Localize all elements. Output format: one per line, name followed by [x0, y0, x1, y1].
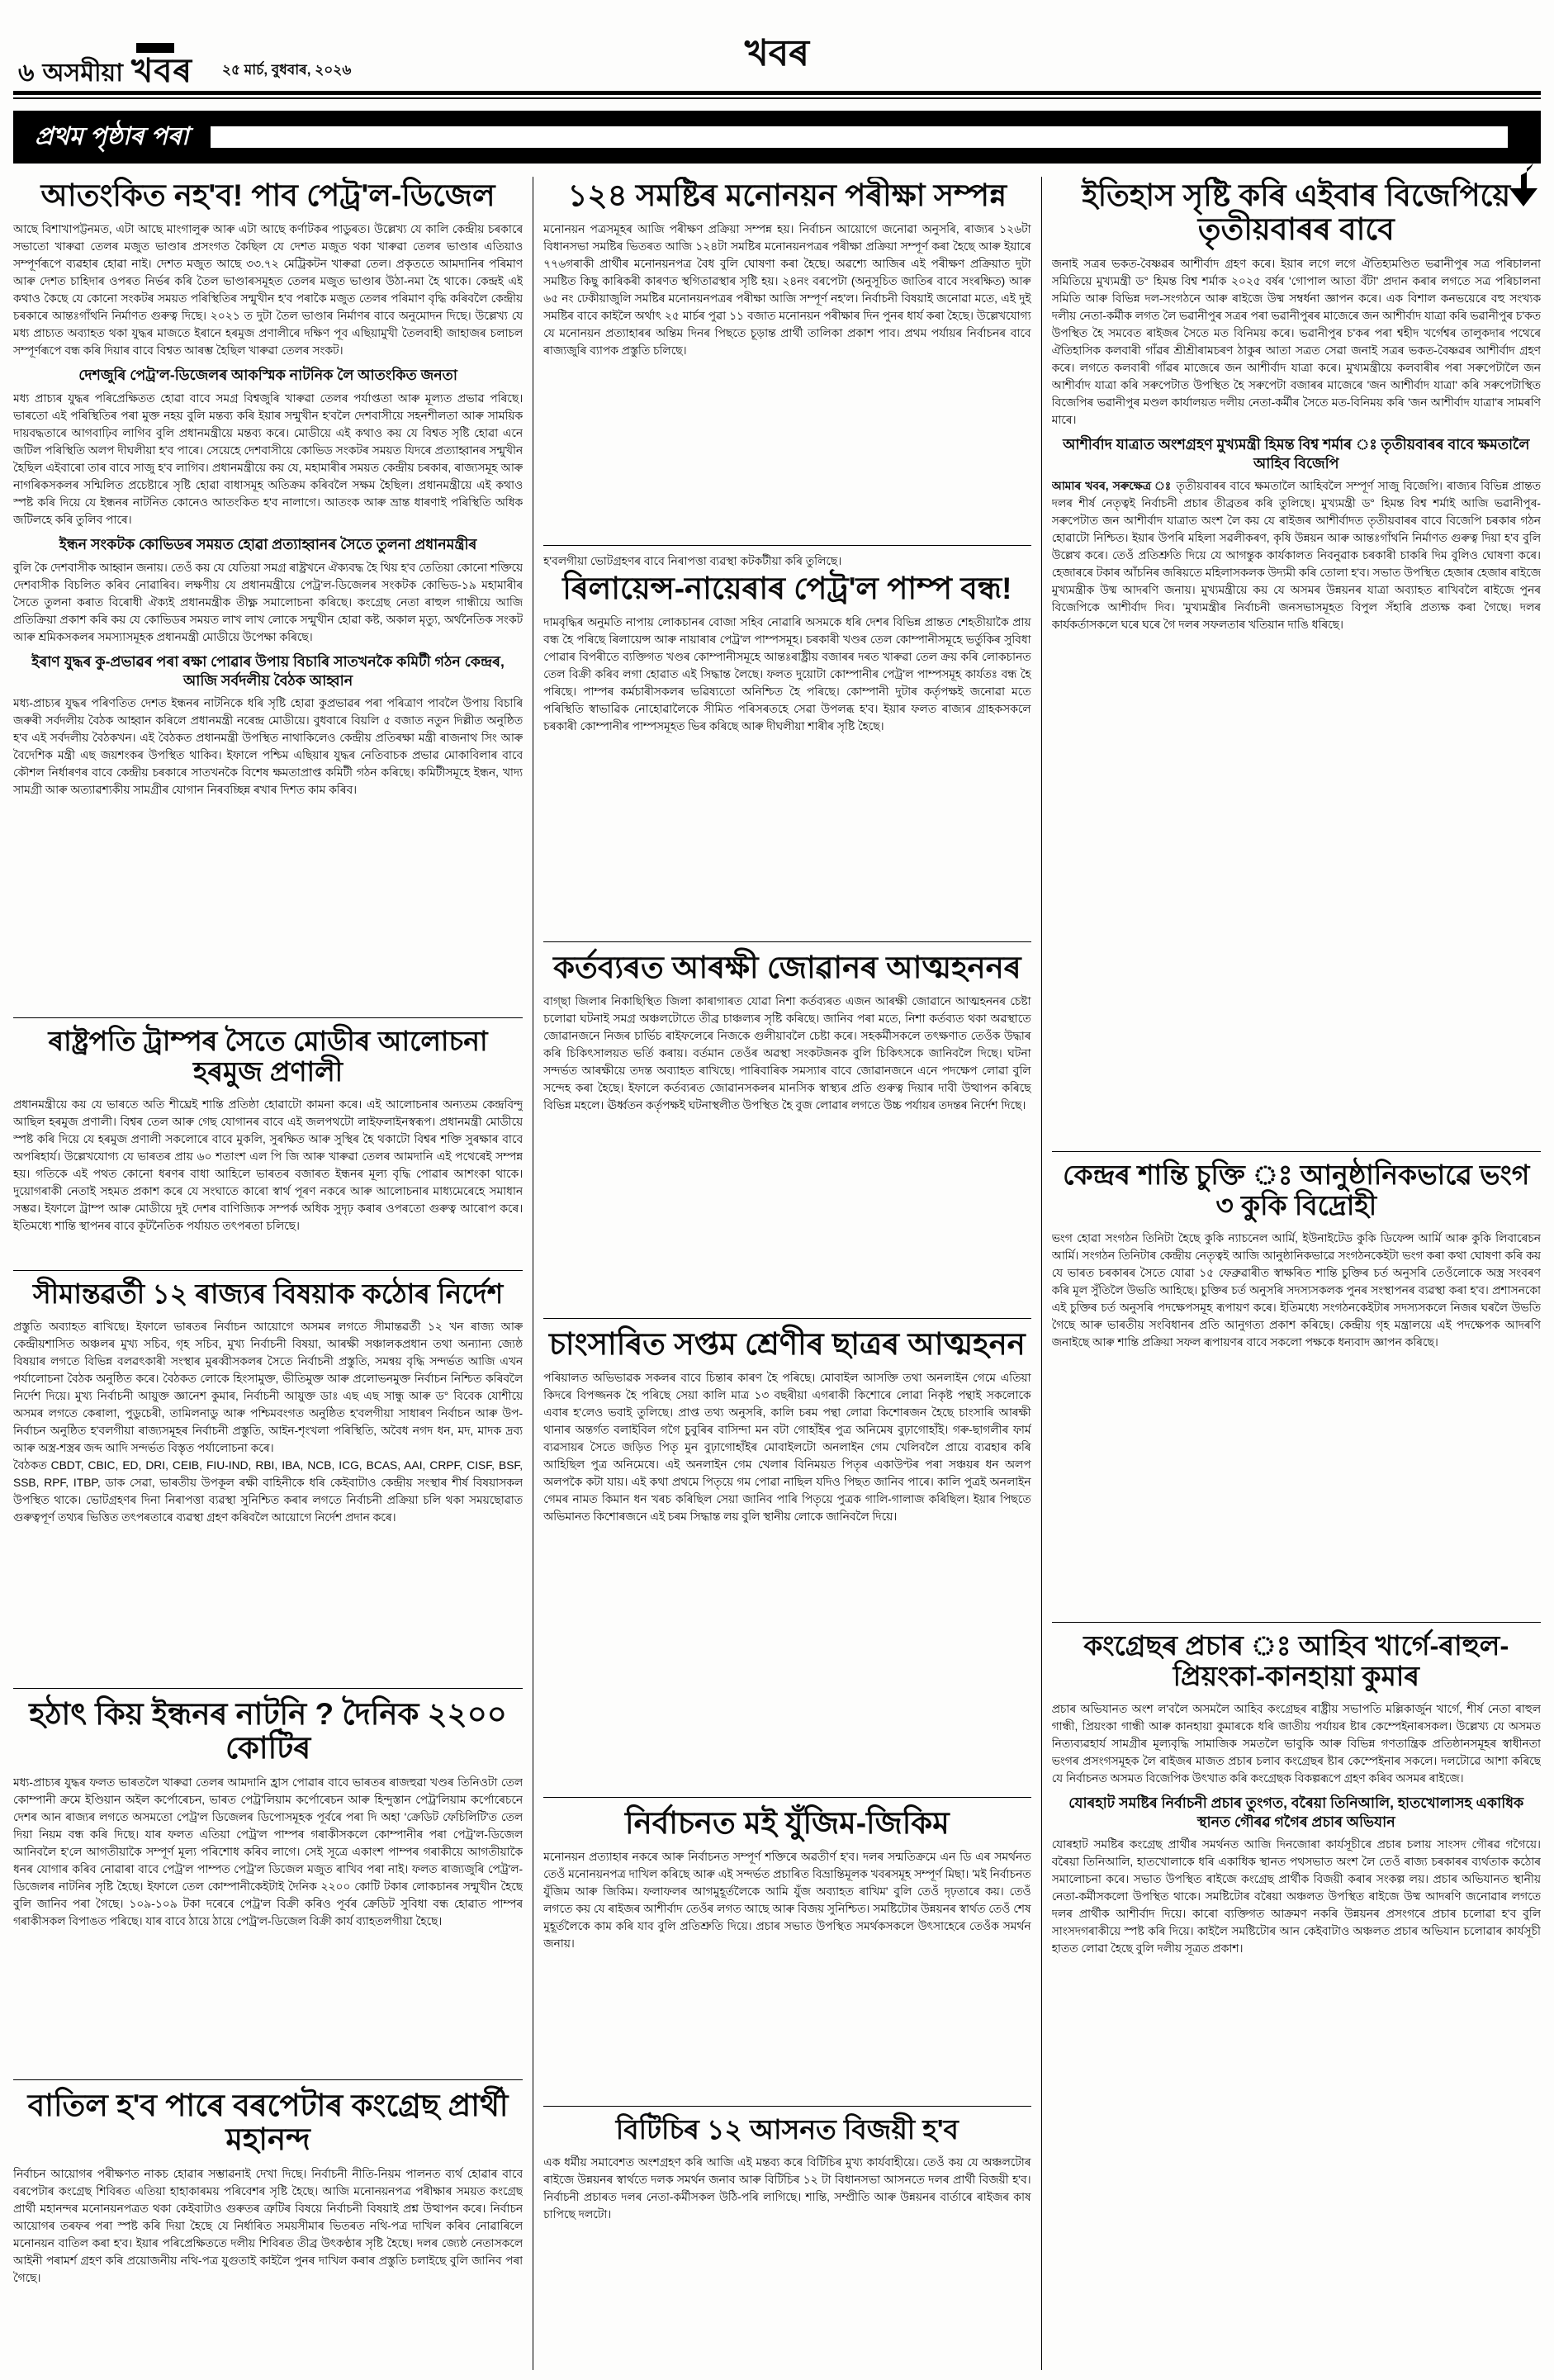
- article-police-jawan: [543, 941, 1030, 1313]
- article-changsari-student: [543, 1318, 1030, 1792]
- article-body: দামবৃদ্ধিৰ অনুমতি নাপায় লোকচানৰ বোজা সহিব নোৱাৰি অসমকে ধৰি দেশৰ বিভিন্ন প্ৰান্তত শেহতীয়াকৈ প্ৰায় বন্ধ হৈ পৰিছে ৰিলায়েন্স আৰু নায়াৰাৰ পেট্ৰ'ল পাম্পসমূহ। চৰকাৰী খণ্ডৰ তেল কোম্পানীসমূহে ভৰ্তুকিৰ সুবিধা পোৱাৰ বিপৰীতে ব্যক্তিগত খণ্ডৰ কোম্পানীসমূহে আন্তঃৰাষ্ট্ৰীয় বজাৰৰ দৰত খাৰুৱা তেল ক্ৰয় কৰি লোকচানত তেল বিক্ৰী কৰিব লগা হোৱাত এই সিদ্ধান্ত লৈছে। ফলত দুয়োটা কোম্পানীৰ পেট্ৰ'ল পাম্পসমূহ কাৰ্যতঃ বন্ধ হৈ পৰিছে। পাম্পৰ কৰ্মচাৰীসকলৰ ভৱিষ্যতো অনিশ্চিত হৈ পৰিছে। কোম্পানী দুটাৰ কৰ্তৃপক্ষই জনোৱা মতে পৰিস্থিতি স্বাভাৱিক নোহোৱালৈকে সীমিত পৰিসৰতহে সেৱা উপলব্ধ হ'ব। ইয়াৰ ফলত ৰাজ্যৰ গ্ৰাহকসকলে চৰকাৰী কোম্পানীৰ পাম্পসমূহত ভিৰ কৰিছে আৰু দীঘলীয়া শাৰীৰ সৃষ্টি হৈছে।: [543, 616, 1031, 733]
- article-subhead: ইন্ধন সংকটক কোভিডৰ সময়ত হোৱা প্ৰত্যাহ্বানৰ সৈতে তুলনা প্ৰধানমন্ত্ৰীৰ: [59, 536, 477, 553]
- article-body: পৰিয়ালত অভিভাৱক সকলৰ বাবে চিন্তাৰ কাৰণ হৈ পৰিছে। মোবাইল আসক্তি তথা অনলাইন গেমে এতিয়া কিদৰে বিপজ্জনক হৈ পৰিছে সেয়া কালি মাত্ৰ ১৩ বছৰীয়া এগৰাকী কিশোৰে লোৱা নিকৃষ্ট পন্থাই সকলোকে এবাৰ হ'লেও ভবাই তুলিছে। প্ৰাপ্ত তথ্য অনুসৰি, কালি চৰম পন্থা লোৱা কিশোৰজন হৈছে চাংসাৰি আৰক্ষী থানাৰ অন্তৰ্গত বলাইবিল গগৈ চুবুৰিৰ বাসিন্দা মন বটা গোহাঁইৰ পুত্ৰ অনিমেষ বুঢ়াগোহাঁই। গৰু-ছাগলীৰ ফাৰ্ম ব্যৱসায়ৰ সৈতে জড়িত পিতৃ মুন বুঢ়াগোহাঁইৰ মোবাইলটো অনলাইন গেম খেলিবলৈ প্ৰায়ে ব্যৱহাৰ কৰি আহিছিল পুত্ৰ অনিমেষে। এই অনলাইন গেম খেলাৰ বিনিময়ত পিতৃৰ একাউণ্টৰ পৰা সঞ্চয়ৰ ধন অলপ অলপকৈ কটা যায়। এই কথা প্ৰথমে পিতৃয়ে গম পোৱা নাছিল যদিও পিছত জানিব পাৰে। কালি পুত্ৰই অনলাইন গেমৰ নামত কিমান ধন খৰচ কৰিছিল সেয়া জানিব পাৰি পিতৃয়ে পুত্ৰক গালি-গালাজ কৰিছিল। ইয়াৰ পিছতে অভিমানত কিশোৰজনে এই চৰম সিদ্ধান্ত লয় বুলি স্থানীয় লোকে জানিবলৈ দিয়ে।: [543, 1372, 1031, 1524]
- article-reliance-nayara: [543, 545, 1030, 936]
- article-headline: চাংসাৰিত সপ্তম শ্ৰেণীৰ ছাত্ৰৰ আত্মহনন: [548, 1327, 1026, 1361]
- article-body: প্ৰচাৰ অভিযানত অংশ ল'বলৈ অসমলৈ আহিব কংগ্ৰেছৰ ৰাষ্ট্ৰীয় সভাপতি মল্লিকাৰ্জুন খাৰ্গে, শীৰ্ষ নেতা ৰাহুল গান্ধী, প্ৰিয়ংকা গান্ধী আৰু কানহায়া কুমাৰকে ধৰি জাতীয় পৰ্যায়ৰ ষ্টাৰ কেম্পেইনাৰসকল। উল্লেখ্য যে অসমত নিত্যব্যৱহাৰ্য সামগ্ৰীৰ মূল্যবৃদ্ধি সামাজিক সমতলৈ ভাবুকি আৰু বিভিন্ন গণতান্ত্ৰিক প্ৰতিষ্ঠানসমূহৰ স্বাধীনতা ভংগৰ প্ৰসংগসমূহক লৈ ৰাইজৰ মাজত প্ৰচাৰ চলাব কংগ্ৰেছৰ ষ্টাৰ কেম্পেইনাৰ সকলে। দলটোৱে আশা কৰিছে যে নিৰ্বাচনত অসমত বিজেপিক উৎখাত কৰি কংগ্ৰেছক বিকল্পৰূপে গ্ৰহণ কৰিব অসমৰ ৰাইজে।: [1051, 1702, 1541, 1785]
- article-congress-campaign: [1052, 1622, 1541, 2352]
- curl-arrow-icon: [1504, 117, 1542, 212]
- paper-name: অসমীয়া: [42, 59, 123, 87]
- section-ribbon-label: প্ৰথম পৃষ্ঠাৰ পৰা: [35, 122, 189, 150]
- article-headline: আতংকিত নহ'ব! পাব পেট্ৰ'ল-ডিজেল: [40, 178, 495, 212]
- article-trump-modi: [13, 1017, 523, 1265]
- article-body: প্ৰধানমন্ত্ৰীয়ে কয় যে ভাৰতে অতি শীঘ্ৰেই শান্তি প্ৰতিষ্ঠা হোৱাটো কামনা কৰে। এই আলোচনাৰ অন্যতম কেন্দ্ৰবিন্দু আছিল হৰমুজ প্ৰণালী। বিশ্বৰ তেল আৰু গেছ যোগানৰ বাবে এই জলপথটো লাইফলাইনস্বৰূপ। প্ৰধানমন্ত্ৰী মোডীয়ে স্পষ্ট কৰি দিয়ে যে হৰমুজ প্ৰণালী সকলোৰে বাবে মুকলি, সুৰক্ষিত আৰু সুস্থিৰ হৈ থকাটো বিশ্বৰ শক্তি সুৰক্ষাৰ বাবে অপৰিহাৰ্য। উল্লেখযোগ্য যে ভাৰতৰ প্ৰায় ৬০ শতাংশ এল পি জি আৰু খাৰুৱা তেলৰ আমদানি এই পথেৰেই সম্পন্ন হয়। গতিকে এই পথত কোনো ধৰণৰ বাধা আহিলে ভাৰতৰ বজাৰত ইন্ধনৰ মূল্য বৃদ্ধি পোৱাৰ আশংকা থাকে। দুয়োগৰাকী নেতাই সহমত প্ৰকাশ কৰে যে সংঘাতে কাৰো স্বাৰ্থ পূৰণ নকৰে আৰু আলোচনাৰ মাধ্যমেৰেহে সমাধান সম্ভৱ। ইফালে ট্ৰাম্প আৰু মোডীয়ে দুই দেশৰ বাণিজ্যিক সম্পৰ্ক অধিক সুদৃঢ় কৰাৰ ওপৰতো গুৰুত্ব আৰোপ কৰে। ইতিমধ্যে শান্তি স্থাপনৰ বাবে কূটনৈতিক পৰ্যায়ত তৎপৰতা চলিছে।: [13, 1098, 524, 1232]
- article-headline: ইতিহাস সৃষ্টি কৰি এইবাৰ বিজেপিয়ে তৃতীয়বাৰৰ বাবে: [1082, 178, 1511, 247]
- article-subhead: ইৰাণ যুদ্ধৰ কু-প্ৰভাৱৰ পৰা ৰক্ষা পোৱাৰ উপায় বিচাৰি সাতখনকৈ কমিটী গঠন কেন্দ্ৰৰ, আজি সৰ্বদলীয় বৈঠক আহ্বান: [31, 652, 505, 689]
- article-body: প্ৰস্তুতি অব্যাহত ৰাখিছে। ইফালে ভাৰতৰ নিৰ্বাচন আয়োগে অসমৰ লগতে সীমান্তৱৰ্তী ১২ খন ৰাজ্য আৰু কেন্দ্ৰীয়শাসিত অঞ্চলৰ মুখ্য সচিব, গৃহ সচিব, মুখ্য নিৰ্বাচনী বিষয়া, আৰক্ষী সঞ্চালকপ্ৰধান তথা অন্যান্য জ্যেষ্ঠ বিষয়াৰ লগতে বিভিন্ন বলৱৎকাৰী সংস্থাৰ মুৰব্বীসকলৰ সৈতে নিৰ্বাচনী প্ৰস্তুতি, সমন্বয় বৃদ্ধি সন্দৰ্ভত আজি এখন পৰ্যালোচনা বৈঠক অনুষ্ঠিত কৰে। বৈঠকত লোকে হিংসামুক্ত, ভীতিমুক্ত আৰু প্ৰলোভনমুক্ত নিৰ্বাচন নিশ্চিত কৰিবলৈ নিৰ্দেশ দিয়ে। মুখ্য নিৰ্বাচনী আয়ুক্ত জ্ঞানেশ কুমাৰ, নিৰ্বাচনী আয়ুক্ত ডাঃ এছ এছ সান্ধু আৰু ড° বিবেক যোশীয়ে অসমৰ লগতে কেৰালা, পুডুচেৰী, তামিলনাডু আৰু পশ্চিমবংগত অনুষ্ঠিত হ'বলগীয়া সাধাৰণ নিৰ্বাচন আৰু উপ-নিৰ্বাচন অনুষ্ঠিত হ'বলগীয়া ৰাজ্যসমূহৰ নিৰ্বাচনী প্ৰস্তুতি, আইন-শৃংখলা পৰিস্থিতি, অবৈধ নগদ ধন, মদ, মাদক দ্ৰব্য আৰু অস্ত্ৰ-শস্ত্ৰৰ জব্দ আদি সন্দৰ্ভত বিস্তৃত পৰ্যালোচনা কৰে।: [13, 1320, 524, 1454]
- header-rule-thick: [13, 91, 1541, 95]
- article-headline: হঠাৎ কিয় ইন্ধনৰ নাটনি ? দৈনিক ২২০০ কোটিৰ: [29, 1697, 507, 1766]
- column-middle: [533, 177, 1040, 2370]
- article-border-states: [13, 1270, 523, 1683]
- article-body: [1052, 477, 1541, 633]
- article-subhead: আশীৰ্বাদ যাত্ৰাত অংশগ্ৰহণ মুখ্যমন্ত্ৰী হিমন্ত বিশ্ব শৰ্মাৰ ঃ তৃতীয়বাৰৰ বাবে ক্ষমতালৈ আহিব বিজেপি: [1063, 435, 1530, 472]
- article-body: মধ্য-প্ৰাচ্যৰ যুদ্ধৰ পৰিণতিত দেশত ইন্ধনৰ নাটনিকে ধৰি সৃষ্টি হোৱা কুপ্ৰভাৱৰ পৰা পৰিত্ৰাণ পাবলৈ উপায় বিচাৰি জৰুৰী সৰ্বদলীয় বৈঠক আহ্বান কৰিলে প্ৰধানমন্ত্ৰী নৰেন্দ্ৰ মোডীয়ে। বুধবাৰে বিয়লি ৫ বজাত নতুন দিল্লীত অনুষ্ঠিত হ'ব এই সৰ্বদলীয় বৈঠকখন। এই বৈঠকত প্ৰধানমন্ত্ৰী উপস্থিত নাথাকিলেও কেন্দ্ৰীয় প্ৰতিৰক্ষা মন্ত্ৰী ৰাজনাথ সিং আৰু বৈদেশিক মন্ত্ৰী এছ জয়শংকৰ উপস্থিত থাকিব। ইফালে পশ্চিম এছিয়াৰ যুদ্ধৰ নেতিবাচক প্ৰভাৱ মোকাবিলাৰ বাবে কৌশল নিৰ্ধাৰণৰ বাবে কেন্দ্ৰীয় চৰকাৰে সাতখনকৈ বিশেষ ক্ষমতাপ্ৰাপ্ত কমিটী গঠন কৰিছে। কমিটীসমূহে ইন্ধন, খাদ্য সামগ্ৰী আৰু অত্যাৱশ্যকীয় সামগ্ৰীৰ যোগান নিৰবচ্ছিন্ন ৰখাৰ দিশত কাম কৰিব।: [13, 697, 524, 797]
- column-left: [13, 177, 533, 2370]
- article-btc-seats: [543, 2106, 1030, 2367]
- article-petrol-diesel: [13, 177, 523, 1012]
- article-body: নিৰ্বাচন আয়োগৰ পৰীক্ষণত নাকচ হোৱাৰ সম্ভাৱনাই দেখা দিছে। নিৰ্বাচনী নীতি-নিয়ম পালনত ব্যৰ্থ হোৱাৰ বাবে বৰপেটাৰ কংগ্ৰেছ শিবিৰত এতিয়া হাহাকাৰময় পৰিবেশৰ সৃষ্টি হৈছে। আজি মনোনয়নপত্ৰ পৰীক্ষাৰ সময়ত কংগ্ৰেছ প্ৰাৰ্থী মহানন্দৰ মনোনয়নপত্ৰত থকা কেইবাটাও গুৰুতৰ ত্ৰুটিৰ বিষয়ে নিৰ্বাচনী বিষয়াই প্ৰশ্ন উত্থাপন কৰে। নিৰ্বাচন আয়োগৰ তৰফৰ পৰা স্পষ্ট কৰি দিয়া হৈছে যে নিৰ্ধাৰিত সময়সীমাৰ ভিতৰত নথি-পত্ৰ দাখিল কৰিব নোৱাৰিলে মনোনয়ন বাতিল কৰা হ'ব। ইয়াৰ পৰিপ্ৰেক্ষিততে দলীয় শিবিৰত তীব্ৰ উৎকণ্ঠাৰ সৃষ্টি হৈছে। দলৰ জ্যেষ্ঠ নেতাসকলে আইনী পৰামৰ্শ গ্ৰহণ কৰি প্ৰয়োজনীয় নথি-পত্ৰ যুগুতাই কাইলৈ পুনৰ দাখিল কৰাৰ প্ৰস্তুতি চলাইছে বুলি জানিব পৰা গৈছে।: [13, 2167, 524, 2284]
- article-will-fight-win: [543, 1797, 1030, 2101]
- page-header: [13, 7, 1541, 89]
- article-lede: হ'বলগীয়া ভোটগ্ৰহণৰ বাবে নিৰাপত্তা ব্যৱস্থা কটকটীয়া কৰি তুলিছে।: [543, 555, 842, 567]
- page-number: ৬: [18, 59, 35, 87]
- article-headline: ৰাষ্ট্ৰপতি ট্ৰাম্পৰ সৈতে মোডীৰ আলোচনা হৰমুজ প্ৰণালী: [48, 1026, 488, 1087]
- article-subhead: যোৰহাট সমষ্টিৰ নিৰ্বাচনী প্ৰচাৰ তুংগত, বৰৈয়া তিনিআলি, হাতখোলাসহ একাধিক স্থানত গৌৰৱ গগৈৰ প্ৰচাৰ অভিযান: [1068, 1794, 1524, 1830]
- dateline: আমাৰ খবৰ, সৰুক্ষেত্ৰ ঃ: [1051, 480, 1173, 493]
- article-fuel-shortage: [13, 1688, 523, 2074]
- masthead-title: খবৰ: [744, 33, 810, 73]
- article-headline: বাতিল হ'ব পাৰে বৰপেটাৰ কংগ্ৰেছ প্ৰাৰ্থী মহানন্দ: [27, 2088, 509, 2157]
- article-body: মনোনয়ন পত্ৰসমূহৰ আজি পৰীক্ষণ প্ৰক্ৰিয়া সম্পন্ন হয়। নিৰ্বাচন আয়োগে জনোৱা অনুসৰি, ৰাজ্যৰ ১২৬টা বিধানসভা সমষ্টিৰ ভিতৰত আজি ১২৪টা সমষ্টিৰ মনোনয়নপত্ৰৰ পৰীক্ষা প্ৰক্ৰিয়া সম্পূৰ্ণ কৰা হৈছে আৰু ইয়াৰে ৭৭৬গৰাকী প্ৰাৰ্থীৰ মনোনয়নপত্ৰ বৈধ বুলি ঘোষণা কৰা হৈছে। অৱশ্যে আজিৰ এই পৰীক্ষণ প্ৰক্ৰিয়াত দুটা সমষ্টিত কিছু কাৰিকৰী কাৰণত স্থগিতাৱস্থাৰ সৃষ্টি হয়। ২৪নং বৰপেটা (অনুসূচিত জাতিৰ বাবে সংৰক্ষিত) আৰু ৬৫ নং ঢেকীয়াজুলি সমষ্টিৰ মনোনয়নপত্ৰৰ পৰীক্ষা আজি সম্পূৰ্ণ নহ'ল। নিৰ্বাচনী বিষয়াই জনোৱা মতে, এই দুই সমষ্টিৰ বাবে কাইলৈ অৰ্থাৎ ২৫ মাৰ্চৰ পুৱা ১১ বজাত মনোনয়ন পৰীক্ষাৰ দিন পুনৰ ধাৰ্য কৰা হৈছে। উল্লেখযোগ্য যে মনোনয়ন প্ৰত্যাহাৰৰ অন্তিম দিনৰ পিছতে চূড়ান্ত প্ৰাৰ্থী তালিকা প্ৰকাশ পাব। প্ৰথম পৰ্যায়ৰ নিৰ্বাচনৰ বাবে ৰাজ্যজুৰি ব্যাপক প্ৰস্তুতি চলিছে।: [543, 223, 1031, 358]
- article-body: ভংগ হোৱা সংগঠন তিনিটা হৈছে কুকি ন্যাচনেল আৰ্মি, ইউনাইটেড কুকি ডিফেন্স আৰ্মি আৰু কুকি লিবাৰেচন আৰ্মি। সংগঠন তিনিটাৰ কেন্দ্ৰীয় নেতৃত্বই আজি আনুষ্ঠানিকভাৱে সংগঠনকেইটা ভংগ কৰা কথা ঘোষণা কৰি কয় যে ভাৰত চৰকাৰৰ সৈতে যোৱা ১৫ ফেব্ৰুৱাৰীত স্বাক্ষৰিত শান্তি চুক্তিৰ চৰ্ত অনুসৰি তেওঁলোকে অস্ত্ৰ সংবৰণ কৰি মূল সুঁতিলৈ উভতি আহিছে। চুক্তিৰ চৰ্ত অনুসৰি সদস্যসকলক পুনৰ সংস্থাপনৰ ব্যৱস্থা কৰা হ'ব। প্ৰশাসনকো এই চুক্তিৰ চৰ্ত অনুসৰি পদক্ষেপসমূহ ৰূপায়ণ কৰে। ইতিমধ্যে সংগঠনকেইটাৰ সদস্যসকলে নিজৰ ঘৰলৈ উভতি গৈছে আৰু ভাৰতীয় সংবিধানৰ প্ৰতি আনুগত্য প্ৰকাশ কৰিছে। কেন্দ্ৰীয় গৃহ মন্ত্ৰালয়ে এই পদক্ষেপক আদৰণি জনাইছে আৰু শান্তি প্ৰক্ৰিয়া সফল ৰূপায়ণৰ বাবে সকলো পক্ষকে ধন্যবাদ জ্ঞাপন কৰিছে।: [1051, 1231, 1541, 1349]
- paper-brand: খবৰ: [130, 53, 192, 89]
- article-body: মধ্য প্ৰাচ্যৰ যুদ্ধৰ পৰিপ্ৰেক্ষিতত হোৱা বাবে সমগ্ৰ বিশ্বজুৰি খাৰুৱা তেলৰ পৰ্যাপ্ততা আৰু মূল্যত প্ৰভাৱ পৰিছে। ভাৰতো এই পৰিস্থিতিৰ পৰা মুক্ত নহয় বুলি মন্তব্য কৰি ইয়াৰ সন্মুখীন হ'বলৈ দেশবাসীয়ে সহনশীলতা আৰু সাময়িক দায়বদ্ধতাৰে আগবাঢ়িব লাগিব বুলি প্ৰধানমন্ত্ৰীয়ে মন্তব্য কৰে। মোডীয়ে এই কথাও কয় যে বিশ্বত সৃষ্টি হোৱা এনে জটিল পৰিস্থিতি অলপ দীঘলীয়া হ'ব পাৰে। সেয়েহে দেশবাসীয়ে কোভিড সংকটৰ সময়ত যিদৰে প্ৰত্যাহ্বানৰ সন্মুখীন হৈছিল এইবাৰো তাৰ বাবে সাজু হ'ব লাগিব। প্ৰধানমন্ত্ৰীয়ে কয় যে, মহামাৰীৰ সময়ত কেন্দ্ৰীয় চৰকাৰ, ৰাজ্যসমূহ আৰু নাগৰিকসকলৰ সন্মিলিত প্ৰচেষ্টাৰে সৃষ্টি হোৱা বাধাসমূহ অতিক্ৰম কৰিবলৈ সক্ষম হৈছিল। প্ৰধানমন্ত্ৰীয়ে এই কথাও স্পষ্ট কৰি দিয়ে যে ইন্ধনৰ নাটনিত কোনেও আতংকিত হ'ব নালাগে। আতংক আৰু ভ্ৰান্ত ধাৰণাই পৰিস্থিতি অধিক জটিলহে কৰি তুলিব পাৰে।: [13, 392, 524, 527]
- article-headline: ৰিলায়েন্স-নায়েৰাৰ পেট্ৰ'ল পাম্প বন্ধ!: [562, 571, 1012, 605]
- article-body: বাগ্‌ছা জিলাৰ নিকাছিস্থিত জিলা কাৰাগাৰত যোৱা নিশা কৰ্তব্যৰত এজন আৰক্ষী জোৱানে আত্মহননৰ চেষ্টা চলোৱা ঘটনাই সমগ্ৰ অঞ্চলটোতে তীব্ৰ চাঞ্চল্যৰ সৃষ্টি কৰিছে। জানিব পৰা মতে, নিশা কৰ্তব্যত থকা অৱস্থাতে জোৱানজনে নিজৰ চাৰ্ভিচ ৰাইফলেৰে নিজকে গুলীয়াবলৈ চেষ্টা কৰে। সহকৰ্মীসকলে তৎক্ষণাত তেওঁক উদ্ধাৰ কৰি চিকিৎসালয়ত ভৰ্তি কৰায়। বৰ্তমান তেওঁৰ অৱস্থা সংকটজনক বুলি চিকিৎসকে জানিবলৈ দিছে। ঘটনা সন্দৰ্ভত আৰক্ষীয়ে তদন্ত অব্যাহত ৰাখিছে। পাৰিবাৰিক সমস্যাৰ বাবে জোৱানজনে এনে পদক্ষেপ লোৱা বুলি সন্দেহ কৰা হৈছে। ইফালে কৰ্তব্যৰত জোৱানসকলৰ মানসিক স্বাস্থ্যৰ প্ৰতি গুৰুত্ব দিয়াৰ দাবী উত্থাপন কৰিছে বিভিন্ন মহলে। ঊৰ্ধ্বতন কৰ্তৃপক্ষই ঘটনাস্থলীত উপস্থিত হৈ বুজ লোৱাৰ লগতে উচ্চ পৰ্যায়ৰ তদন্তৰ নিৰ্দেশ দিছে।: [543, 995, 1031, 1112]
- ribbon-slot: [211, 126, 1508, 148]
- article-body: আছে বিশাখাপট্টনমত, এটা আছে মাংগালুৰু আৰু এটা আছে কৰ্ণাটকৰ পাডুৰত। উল্লেখ্য যে কালি কেন্দ্ৰীয় চৰকাৰে সভাতো খাৰুৱা তেলৰ মজুত ভাণ্ডাৰ প্ৰসংগত কৈছিল যে দেশত মজুত থকা খাৰুৱা তেলৰ ভাণ্ডাৰ এতিয়াও সম্পূৰ্ণৰূপে ব্যৱহাৰ হোৱা নাই। দেশত মজুত আছে ৩৩.৭২ মেট্ৰিকটন খাৰুৱা তেল। প্ৰকৃততে আমদানিৰ পৰিমাণ আৰু দেশত চাহিদাৰ ওপৰত নিৰ্ভৰ কৰি তৈল ভাণ্ডাৰসমূহত তেলৰ মজুত ভাণ্ডাৰ উঠা-নমা হৈ থাকে। কেন্দ্ৰই এই কথাও কৈছে যে কোনো সংকটৰ সময়ত পৰিস্থিতিৰ সন্মুখীন হ'ব পৰাকৈ মজুত তেলৰ পৰিমাণ বৃদ্ধি কৰিবলৈ কেন্দ্ৰীয় চৰকাৰে আন্তঃগাঁথনি নিৰ্মাণত গুৰুত্ব দিছে। ২০২১ ত দুটা তৈল ভাণ্ডাৰ নিৰ্মাণৰ বাবে অনুমোদন দিছে। উল্লেখ্য যে মধ্য প্ৰাচ্যত অব্যাহত থকা যুদ্ধৰ মাজতে ইৰানে হৰমুজ প্ৰণালীৰে দক্ষিণ পূব এছিয়ামুখী তৈলবাহী জাহাজৰ চলাচল সম্পূৰ্ণৰূপে বন্ধ কৰি দিয়াৰ বাবে বিশ্বত আৰম্ভ হৈছিল খাৰুৱা তেলৰ সংকট।: [13, 223, 524, 358]
- article-barpeta-congress: [13, 2079, 523, 2360]
- article-headline: ১২৪ সমষ্টিৰ মনোনয়ন পৰীক্ষা সম্পন্ন: [567, 178, 1007, 212]
- article-headline: কৰ্তব্যৰত আৰক্ষী জোৱানৰ আত্মহননৰ: [553, 951, 1021, 984]
- page-content: [13, 177, 1541, 2370]
- section-ribbon: [13, 111, 1541, 164]
- article-body: মনোনয়ন প্ৰত্যাহাৰ নকৰে আৰু নিৰ্বাচনত সম্পূৰ্ণ শক্তিৰে অৱতীৰ্ণ হ'ব। দলৰ সন্মতিক্ৰমে এন ডি এৰ সমৰ্থনত তেওঁ মনোনয়নপত্ৰ দাখিল কৰিছে আৰু এই সন্দৰ্ভত প্ৰচাৰিত বিভ্ৰান্তিমূলক খবৰসমূহ সম্পূৰ্ণ মিছা। 'মই নিৰ্বাচনত যুঁজিম আৰু জিকিম। ফলাফলৰ আগমুহূৰ্তলৈকে আমি যুঁজ অব্যাহত ৰাখিম' বুলি তেওঁ দৃঢ়তাৰে কয়। তেওঁ লগতে কয় যে ৰাইজৰ আশীৰ্বাদ তেওঁৰ লগত আছে আৰু বিজয় সুনিশ্চিত। সমষ্টিটোৰ উন্নয়নৰ স্বাৰ্থত তেওঁ শেষ মুহূৰ্তলৈকে কাম কৰি যাব বুলি প্ৰতিশ্ৰুতি দিয়ে। প্ৰচাৰ সভাত উপস্থিত সমৰ্থকসকলে উৎসাহেৰে তেওঁক সমৰ্থন জনায়।: [543, 1851, 1031, 1951]
- article-headline: বিটিচিৰ ১২ আসনত বিজয়ী হ'ব: [615, 2114, 959, 2145]
- article-headline: সীমান্তৱৰ্তী ১২ ৰাজ্যৰ বিষয়াক কঠোৰ নিৰ্দেশ: [32, 1278, 504, 1309]
- article-subhead: দেশজুৰি পেট্ৰ'ল-ডিজেলৰ আকস্মিক নাটনিক লৈ আতংকিত জনতা: [78, 367, 457, 384]
- article-body: বৈঠকত CBDT, CBIC, ED, DRI, CEIB, FIU-IND, RBI, IBA, NCB, ICG, BCAS, AAI, CRPF, CISF, BSF, SSB, RPF, ITBP, ডাক সেৱা, ভাৰতীয় উপকূল ৰক্ষী বাহিনীকে ধৰি কেইবাটাও কেন্দ্ৰীয় সংস্থাৰ শীৰ্ষ বিষয়াসকল উপস্থিত থাকে। ভোটগ্ৰহণৰ দিনা নিৰাপত্তা ব্যৱস্থা সুনিশ্চিত কৰাৰ লগতে নিৰ্বাচনী প্ৰক্ৰিয়া চলি থকা সময়ছোৱাত গুৰুত্বপূৰ্ণ তথ্যৰ ভিত্তিত তৎপৰতাৰে ব্যৱস্থা গ্ৰহণ কৰিবলৈ আয়োগে নিৰ্দেশ প্ৰদান কৰে।: [13, 1458, 524, 1524]
- article-nomination-scrutiny: [543, 177, 1030, 540]
- article-body: যোৰহাট সমষ্টিৰ কংগ্ৰেছ প্ৰাৰ্থীৰ সমৰ্থনত আজি দিনজোৰা কাৰ্যসূচীৰে প্ৰচাৰ চলায় সাংসদ গৌৰৱ গগৈয়ে। বৰৈয়া তিনিআলি, হাতখোলাকে ধৰি একাধিক স্থানত পথসভাত অংশ লৈ তেওঁ ৰাজ্য চৰকাৰৰ ব্যৰ্থতাক কঠোৰ সমালোচনা কৰে। সভাত উপস্থিত ৰাইজে কংগ্ৰেছ প্ৰাৰ্থীক বিজয়ী কৰাৰ সংকল্প লয়। প্ৰচাৰ অভিযানত স্থানীয় নেতা-কৰ্মীসকলো উপস্থিত থাকে। সমষ্টিটোৰ বৰৈয়া অঞ্চলত উপস্থিত ৰাইজে উষ্ম আদৰণি জনোৱাৰ লগতে দলৰ প্ৰাৰ্থীক আশীৰ্বাদ দিয়ে। কাৰো ব্যক্তিগত আক্ৰমণ নকৰি উন্নয়নৰ প্ৰসংগৰে প্ৰচাৰ চলোৱা হ'ব বুলি সাংসদগৰাকীয়ে স্পষ্ট কৰি দিয়ে। কাইলৈ সমষ্টিটোৰ আন কেইবাটাও অঞ্চলত প্ৰচাৰ অভিযান চলোৱাৰ কাৰ্যসূচী হাতত লোৱা হৈছে বুলি দলীয় সূত্ৰত প্ৰকাশ।: [1051, 1838, 1541, 1956]
- article-body: জনাই সত্ৰৰ ভকত-বৈষ্ণৱৰ আশীৰ্বাদ গ্ৰহণ কৰে। ইয়াৰ লগে লগে ঐতিহ্যমণ্ডিত ভৱানীপুৰ সত্ৰ পৰিচালনা সমিতিয়ে মুখ্যমন্ত্ৰী ড° হিমন্ত বিশ্ব শৰ্মাক ২০২৫ বৰ্ষৰ 'গোপাল আতা বঁটা' প্ৰদান কৰাৰ লগতে সত্ৰ পৰিচালনা সমিতি আৰু বিভিন্ন দল-সংগঠনে আৰু ৰাইজে উষ্ম সম্বৰ্ধনা জ্ঞাপন কৰে। এক বিশাল কনভয়েৰে বহু সংখ্যক দলীয় নেতা-কৰ্মীক লগত লৈ ভৱানীপুৰ সত্ৰৰ পৰা ভৱানীপুৰৰ মাজেৰে জন আশীৰ্বাদ যাত্ৰা কৰি ভৱানীপুৰ চ'কত উপস্থিত হৈ সমবেত ৰাইজৰ সৈতে মত বিনিময় কৰে। ভৱানীপুৰ চ'কৰ পৰা শ্বহীদ খৰ্গেশ্বৰ তালুকদাৰ পথেৰে ঐতিহাসিক কলবাৰী গাঁৱৰ শ্ৰীশ্ৰীৰামচৰণ ঠাকুৰ আতা সত্ৰত সেৱা জনাই সত্ৰৰ ভকত-বৈষ্ণৱৰ আশীৰ্বাদ গ্ৰহণ কৰে। লগতে কলবাৰী গাঁৱৰ মাজেৰে জন আশীৰ্বাদ যাত্ৰা কৰে। মুখ্যমন্ত্ৰীয়ে কলবাৰীৰ পৰা সৰুপেটালৈ জন আশীৰ্বাদ যাত্ৰা কৰি সৰুপেটাত উপস্থিত হৈ সৰুপেটা বজাৰৰ মাজেৰে 'জন আশীৰ্বাদ যাত্ৰা' কৰি সৰুপেটাস্থিত বিজেপিৰ ভৱানীপুৰ মণ্ডল কাৰ্যালয়ত দলীয় নেতা-কৰ্মীৰ সৈতে মত-বিনিময় কৰি 'জন আশীৰ্বাদ যাত্ৰা'ৰ সামৰণি মাৰে।: [1051, 257, 1541, 426]
- header-rule-thin: [13, 97, 1541, 99]
- article-headline: কংগ্ৰেছৰ প্ৰচাৰ ঃ আহিব খাৰ্গে-ৰাহুল-প্ৰিয়ংকা-কানহায়া কুমাৰ: [1083, 1630, 1509, 1691]
- article-body: মধ্য-প্ৰাচ্যৰ যুদ্ধৰ ফলত ভাৰতলৈ খাৰুৱা তেলৰ আমদানি হ্ৰাস পোৱাৰ বাবে ভাৰতৰ ৰাজহুৱা খণ্ডৰ তিনিওটা তেল কোম্পানী ক্ৰমে ইণ্ডিয়ান অইল কৰ্পোৰেচন, ভাৰত পেট্ৰ'লিয়াম কৰ্পোৰেচন আৰু হিন্দুস্তান পেট্ৰ'লিয়াম কৰ্পোৰেচনে দেশৰ আন ৰাজ্যৰ লগতে অসমতো পেট্ৰ'ল ডিজেলৰ ডিপোসমূহক পূৰ্বৰে পৰা দি অহা 'ক্ৰেডিট ফেচিলিটি'ত তেল দিয়া নিয়ম বন্ধ কৰি দিছে। যাৰ ফলত এতিয়া পেট্ৰ'ল পাম্পৰ গৰাকীসকলে কোম্পানীৰ পৰা পেট্ৰ'ল-ডিজেল আনিবলৈ হ'লে আগতীয়াকৈ সম্পূৰ্ণ মূল্য পৰিশোধ কৰিব লাগে। সেই সূত্ৰে একাংশ পাম্পৰ গৰাকীয়ে আগতীয়াকৈ ধনৰ যোগাৰ কৰিব নোৱাৰা বাবে পেট্ৰ'ল পাম্পত পেট্ৰ'ল ডিজেল মজুত ৰাখিব পৰা নাই। ফলত ৰাজ্যজুৰি পেট্ৰ'ল-ডিজেলৰ নাটনিৰ সৃষ্টি হৈছে। ইফালে তেল কোম্পানীকেইটাই দৈনিক ২২০০ কোটি টকাৰ লোকচানৰ সন্মুখীন হৈছে বুলি জানিব পৰা গৈছে। ১০৯-১০৯ টকা দৰেৰে পেট্ৰ'ল বিক্ৰী কৰিও পূৰ্বৰ ক্ৰেডিট সুবিধা বন্ধ হোৱাত পাম্পৰ গৰাকীসকল বিপাঙত পৰিছে। যাৰ বাবে ঠায়ে ঠায়ে পেট্ৰ'ল-ডিজেল বিক্ৰী কাৰ্য ব্যাহতলগীয়া হৈছে।: [13, 1776, 524, 1927]
- article-headline: কেন্দ্ৰৰ শান্তি চুক্তি ঃ আনুষ্ঠানিকভাৱে ভংগ ৩ কুকি বিদ্ৰোহী: [1063, 1159, 1530, 1221]
- article-body: বুলি কৈ দেশবাসীক আহ্বান জনায়। তেওঁ কয় যে যেতিয়া সমগ্ৰ ৰাষ্ট্ৰখনে ঐক্যবদ্ধ হৈ থিয় হ'ব তেতিয়া কোনো শক্তিয়ে দেশবাসীক বিচলিত কৰিব নোৱাৰিব। লক্ষণীয় যে প্ৰধানমন্ত্ৰীয়ে পেট্ৰ'ল-ডিজেলৰ সংকটক কোভিড-১৯ মহামাৰীৰ সৈতে তুলনা কৰাত বিৰোধী ঐক্যই প্ৰধানমন্ত্ৰীক তীক্ষ্ণ সমালোচনা কৰিছে। কংগ্ৰেছ নেতা ৰাহুল গান্ধীয়ে আজি প্ৰতিক্ৰিয়া প্ৰকাশ কৰি কয় যে কোভিডৰ সময়ত লাখ লাখ লোকে সন্মুখীন হোৱা কষ্ট, অকাল মৃত্যু, অৰ্থনৈতিক সংকট আৰু শ্ৰমিকসকলৰ সমস্যাসমূহক প্ৰধানমন্ত্ৰী মোডীয়ে উপেক্ষা কৰিছে।: [13, 561, 524, 643]
- column-right: [1041, 177, 1541, 2370]
- article-body-text: তৃতীয়বাৰৰ বাবে ক্ষমতালৈ আহিবলৈ সম্পূৰ্ণ সাজু বিজেপি। ৰাজ্যৰ বিভিন্ন প্ৰান্তত দলৰ শীৰ্ষ নেতৃত্বই নিৰ্বাচনী প্ৰচাৰ তীব্ৰতৰ কৰি তুলিছে। মুখ্যমন্ত্ৰী ড° হিমন্ত বিশ্ব শৰ্মাই আজি ভৱানীপুৰ-সৰুপেটাত জন আশীৰ্বাদ যাত্ৰাত অংশ লৈ কয় যে ৰাইজৰ আশীৰ্বাদত তৃতীয়বাৰৰ বাবে বিজেপি চৰকাৰ গঠন হোৱাটো নিশ্চিত। ইয়াৰ উপৰি মহিলা সৱলীকৰণ, কৃষি উন্নয়ন আৰু আন্তঃগাঁথনি নিৰ্মাণত গুৰুত্ব দিয়া হ'ব বুলি উল্লেখ কৰে। তেওঁ প্ৰতিশ্ৰুতি দিয়ে যে আগন্তুক কাৰ্যকালত নিবনুৱাক চৰকাৰী চাকৰি দিম বুলিও ঘোষণা কৰে। হেজাৰৰে টকাৰ আঁচনিৰ জৰিয়তে মহিলাসকলক উদ্যমী কৰি তোলা হ'ব। সভাত উপস্থিত হেজাৰ হেজাৰ ৰাইজে মুখ্যমন্ত্ৰীক উষ্ম আদৰণি জনায়। মুখ্যমন্ত্ৰীয়ে কয় যে অসমৰ উন্নয়নৰ যাত্ৰা অব্যাহত ৰাখিবলৈ ৰাইজে পুনৰ বিজেপিকে আশীৰ্বাদ দিব। 'মুখ্যমন্ত্ৰীৰ নিৰ্বাচনী জনসভাসমূহত বিপুল সঁহাৰি প্ৰত্যক্ষ কৰা গৈছে। দলৰ কাৰ্যকৰ্তাসকলে ঘৰে ঘৰে গৈ দলৰ সফলতাৰ খতিয়ান দাঙি ধৰিছে।: [1051, 480, 1541, 632]
- issue-date: ২৫ মাৰ্চ, বুধবাৰ, ২০২৬: [222, 62, 352, 78]
- article-bjp-third-term: [1052, 177, 1541, 1146]
- article-headline: নিৰ্বাচনত মই যুঁজিম-জিকিম: [624, 1806, 950, 1840]
- article-body: এক ধৰ্মীয় সমাবেশত অংশগ্ৰহণ কৰি আজি এই মন্তব্য কৰে বিটিচিৰ মুখ্য কাৰ্যবাহীয়ে। তেওঁ কয় যে অঞ্চলটোৰ ৰাইজে উন্নয়নৰ স্বাৰ্থতে দলক সমৰ্থন জনাব আৰু বিটিচিৰ ১২ টা বিধানসভা আসনতে দলৰ প্ৰাৰ্থী বিজয়ী হ'ব। নিৰ্বাচনী প্ৰচাৰত দলৰ নেতা-কৰ্মীসকল উঠি-পৰি লাগিছে। শান্তি, সম্প্ৰীতি আৰু উন্নয়নৰ বাৰ্তাৰে ৰাইজৰ কাষ চাপিছে দলটো।: [543, 2155, 1031, 2221]
- article-kuki-peace-accord: [1052, 1151, 1541, 1617]
